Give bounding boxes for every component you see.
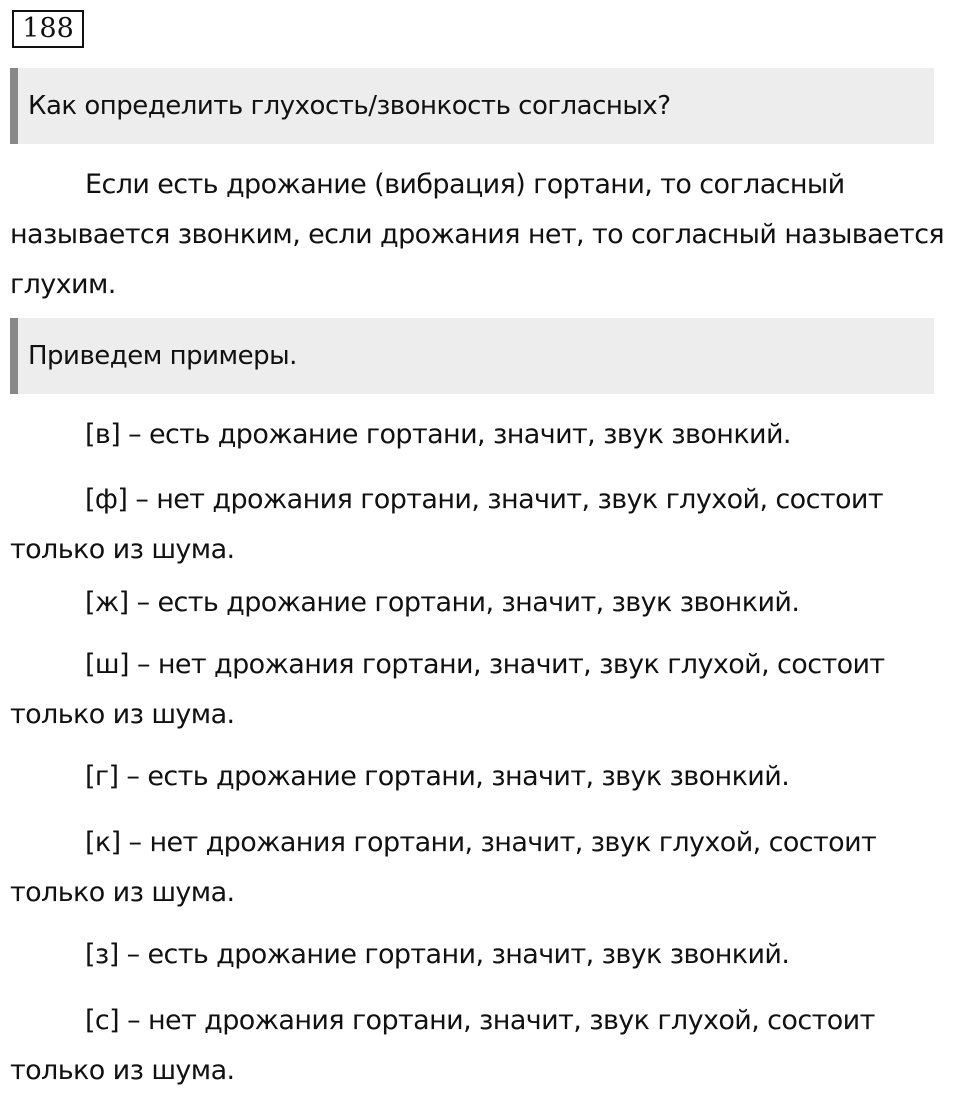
- example-g: [г] – есть дрожание гортани, значит, звук звонкий.: [85, 761, 790, 792]
- example-f: [ф] – нет дрожания гортани, значит, звук глухой, состоит только из шума.: [10, 484, 883, 565]
- task-number: 188: [12, 10, 84, 48]
- examples-header: [10, 318, 934, 394]
- example-s: [с] – нет дрожания гортани, значит, звук глухой, состоит только из шума.: [10, 1005, 875, 1086]
- example-sh: [ш] – нет дрожания гортани, значит, звук глухой, состоит только из шума.: [10, 649, 885, 730]
- example-v: [в] – есть дрожание гортани, значит, звук звонкий.: [85, 419, 791, 450]
- question-header: [10, 68, 934, 144]
- example-z: [з] – есть дрожание гортани, значит, звук звонкий.: [85, 939, 790, 970]
- examples-header-text: Приведем примеры.: [28, 341, 297, 371]
- question-text: Как определить глухость/звонкость согласных?: [28, 91, 671, 121]
- answer-intro: Если есть дрожание (вибрация) гортани, то согласный называется звонким, если дрожания нет, то согласный называется глухим.: [10, 169, 945, 300]
- example-k: [к] – нет дрожания гортани, значит, звук глухой, состоит только из шума.: [10, 827, 877, 908]
- example-zh: [ж] – есть дрожание гортани, значит, звук звонкий.: [85, 587, 800, 618]
